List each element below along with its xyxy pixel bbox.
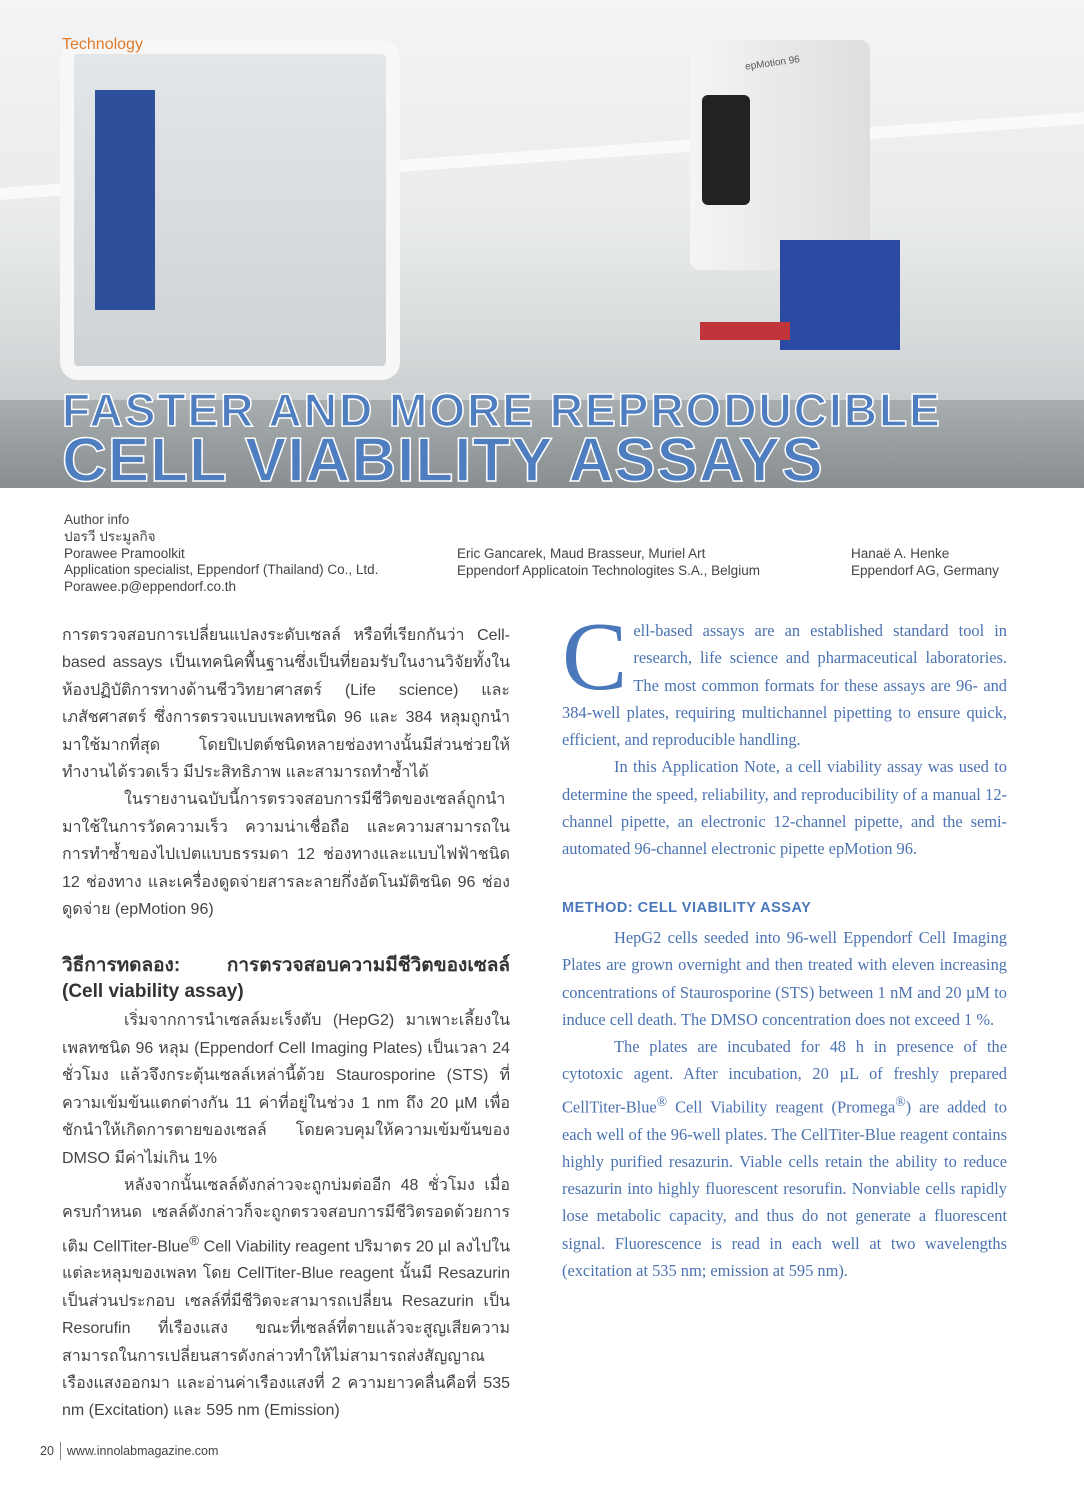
author-name: Eric Gancarek, Maud Brasseur, Muriel Art <box>457 546 706 561</box>
registered-mark: ® <box>895 1093 906 1109</box>
text: The plates are incubated for 48 h in presence of the cytotoxic agent. After incubation, 20 µL of freshly prepared CellTiter-Blue <box>562 1037 1007 1117</box>
author-name: Hanaë A. Henke <box>851 546 950 561</box>
text: ell-based assays are an established standard tool in research, life science and pharmaceutical laboratories. The most common formats for these assays are 96- and 384-well plates, requiring multichannel pipetting to ensure quick, efficient, and reproducible handling. <box>562 621 1007 750</box>
paragraph: ในรายงานฉบับนี้การตรวจสอบการมีชีวิตของเซลล์ถูกนำมาใช้ในการวัดความเร็ว ความน่าเชื่อถือ และความสามารถในการทำซ้ำของไปเปตแบบธรรมดา 12 ช่องทางและแบบไฟฟ้าชนิด 12 ช่องทาง และเครื่องดูดจ่ายสารละลายกึ่งอัตโนมัติชนิด 96 ช่องดูดจ่าย (epMotion 96) <box>62 791 510 919</box>
text: ) are added to each well of the 96-well plates. The CellTiter-Blue reagent contains highly purified resazurin. Viable cells retain the ability to reduce resazurin into highly fluorescent resorufin. Nonviable cells rapidly lose metabolic capacity, and thus do not generate a fluorescent signal. Fluorescence is read in each well at two wavelengths (excitation at 535 nm; emission at 595 nm). <box>562 1097 1007 1280</box>
paragraph <box>562 603 1007 753</box>
author-email[interactable]: Porawee.p@eppendorf.co.th <box>64 579 237 595</box>
page-footer <box>40 1442 218 1460</box>
divider <box>60 1442 61 1460</box>
device-blue-side <box>780 240 900 350</box>
paragraph: HepG2 cells seeded into 96-well Eppendorf Cell Imaging Plates are grown overnight and then treated with eleven increasing concentrations of Staurosporine (STS) between 1 nM and 20 µM to induce cell death. The DMSO concentration does not exceed 1 %. <box>562 927 1007 1029</box>
section-label: Technology <box>62 36 143 53</box>
page-number: 20 <box>40 1444 54 1458</box>
author-block-3 <box>851 546 999 580</box>
blue-panel <box>95 90 155 310</box>
registered-mark: ® <box>189 1232 200 1248</box>
article-title-line1: FASTER AND MORE REPRODUCIBLE <box>62 384 942 436</box>
article-title-line2: CELL VIABILITY ASSAYS <box>62 426 824 495</box>
author-affiliation: Eppendorf AG, Germany <box>851 562 999 578</box>
paragraph <box>62 1172 510 1425</box>
author-info-label: Author info <box>64 512 130 527</box>
device-screen <box>702 95 750 205</box>
author-name: Porawee Pramoolkit <box>64 545 185 561</box>
thai-column <box>62 622 510 1425</box>
author-block-2 <box>457 546 760 580</box>
section-heading: METHOD: CELL VIABILITY ASSAY <box>562 899 812 916</box>
text: หลังจากนั้นเซลล์ดังกล่าวจะถูกบ่มต่ออีก 48 ชั่วโมง เมื่อครบกำหนด เซลล์ดังกล่าวก็จะถูกตรวจสอบการมีชีวิตรอดด้วยการเติม CellTiter-Blue <box>62 1176 510 1256</box>
paragraph: In this Application Note, a cell viability assay was used to determine the speed, reliability, and reproducibility of a manual 12-channel pipette, an electronic 12-channel pipette, and the semi-automated 96-channel electronic pipette epMotion 96. <box>562 757 1007 859</box>
drop-cap: C <box>562 603 628 711</box>
paragraph: เริ่มจากการนำเซลล์มะเร็งตับ (HepG2) มาเพาะเลี้ยงในเพลทชนิด 96 หลุม (Eppendorf Cell Imaging Plates) เป็นเวลา 24 ชั่วโมง แล้วจึงกระตุ้นเซลล์เหล่านี้ด้วย Staurosporine (STS) ที่ความเข้มข้นแตกต่างกัน 11 ค่าที่อยู่ในช่วง 1 nm ถึง 20 µM เพื่อชักนำให้เกิดการตายของเซลล์ โดยควบคุมให้ความเข้มข้นของ DMSO มีค่าไม่เกิน 1% <box>62 1012 510 1167</box>
red-plate <box>700 322 790 340</box>
website-url[interactable]: www.innolabmagazine.com <box>66 1444 219 1458</box>
device-label: epMotion 96 <box>744 54 801 73</box>
text: Cell Viability reagent (Promega <box>667 1097 896 1117</box>
author-block-1 <box>64 512 378 596</box>
text: Cell Viability reagent ปริมาตร 20 µl ลงไปในแต่ละหลุมของเพลท โดย CellTiter-Blue reagent นั้นมี Resazurin เป็นส่วนประกอบ เซลล์ที่มีชีวิตจะสามารถเปลี่ยน Resazurin เป็น Resorufin ที่เรืองแสง ขณะที่เซลล์ที่ตายแล้วจะสูญเสียความสามารถในการเปลี่ยนสารดังกล่าวทำให้ไม่สามารถส่งสัญญาณเรืองแสงออกมา และอ่านค่าเรืองแสงที่ 2 ความยาวคลื่นคือที่ 535 nm (Excitation) และ 595 nm (Emission) <box>62 1238 511 1420</box>
paragraph: การตรวจสอบการเปลี่ยนแปลงระดับเซลล์ หรือที่เรียกกันว่า Cell-based assays เป็นเทคนิคพื้นฐานซึ่งเป็นที่ยอมรับในงานวิจัยทั้งในห้องปฏิบัติการทางด้านชีววิทยาศาสตร์ (Life science) และเภสัชศาสตร์ ซึ่งการตรวจแบบเพลทชนิด 96 และ 384 หลุมถูกนำมาใช้มากที่สุด โดยปิเปตต์ชนิดหลายช่องทางนั้นมีส่วนช่วยให้ทำงานได้รวดเร็ว มีประสิทธิภาพ และสามารถทำซ้ำได้ <box>62 627 510 782</box>
author-affiliation: Application specialist, Eppendorf (Thailand) Co., Ltd. <box>64 562 379 578</box>
english-column <box>562 603 1007 1284</box>
author-name-thai: ปอรวี ประมูลกิจ <box>64 528 156 544</box>
paragraph <box>562 1033 1007 1284</box>
section-heading: วิธีการทดลอง: การตรวจสอบความมีชีวิตของเซลล์ (Cell viability assay) <box>62 955 510 1003</box>
author-affiliation: Eppendorf Applicatoin Technologites S.A., Belgium <box>457 562 760 578</box>
registered-mark: ® <box>656 1093 668 1109</box>
